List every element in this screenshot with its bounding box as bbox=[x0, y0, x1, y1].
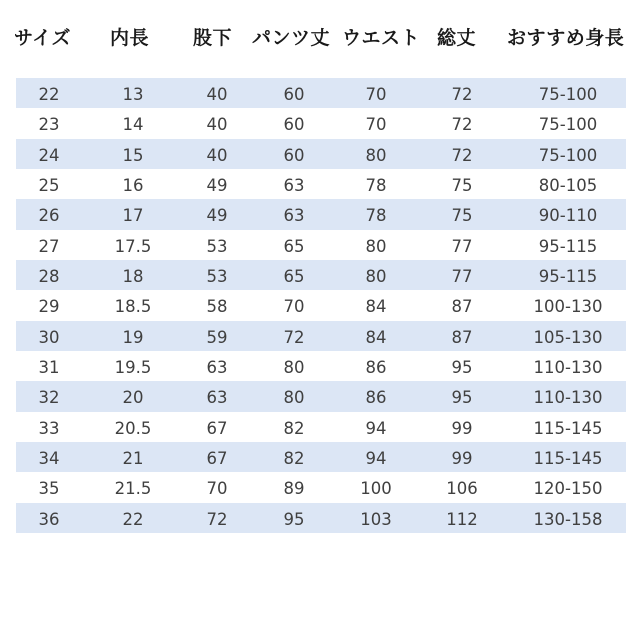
table-cell: 106 bbox=[446, 479, 478, 499]
table-row bbox=[16, 472, 626, 502]
table-row bbox=[16, 260, 626, 290]
table-cell: 82 bbox=[283, 418, 305, 438]
table-row bbox=[16, 351, 626, 381]
table-cell: 75-100 bbox=[538, 85, 598, 104]
table-cell: 95-115 bbox=[538, 236, 598, 256]
table-row bbox=[16, 139, 626, 169]
table-cell: 53 bbox=[206, 236, 228, 256]
table-row bbox=[16, 230, 626, 260]
table-cell: 100-130 bbox=[533, 297, 603, 317]
table-cell: 80-105 bbox=[538, 176, 598, 196]
table-row bbox=[16, 169, 626, 199]
size-table-header bbox=[0, 22, 640, 54]
table-cell: 23 bbox=[38, 115, 60, 135]
table-cell: 36 bbox=[38, 509, 60, 529]
table-cell: 25 bbox=[38, 176, 60, 196]
table-cell: 60 bbox=[283, 115, 305, 135]
table-cell: 77 bbox=[451, 267, 473, 287]
table-cell: 32 bbox=[38, 388, 60, 408]
table-cell: 72 bbox=[451, 85, 473, 104]
table-cell: 22 bbox=[38, 85, 60, 104]
size-table bbox=[16, 78, 626, 533]
table-cell: 67 bbox=[206, 418, 228, 438]
table-cell: 31 bbox=[38, 358, 60, 378]
table-cell: 63 bbox=[206, 388, 228, 408]
table-cell: 94 bbox=[365, 418, 387, 438]
table-cell: 63 bbox=[206, 358, 228, 378]
table-cell: 99 bbox=[451, 449, 473, 469]
table-cell: 90-110 bbox=[538, 206, 598, 226]
table-cell: 19.5 bbox=[114, 358, 152, 378]
table-cell: 22 bbox=[122, 509, 144, 529]
table-cell: 80 bbox=[365, 267, 387, 287]
table-cell: 86 bbox=[365, 358, 387, 378]
table-cell: 86 bbox=[365, 388, 387, 408]
table-cell: 70 bbox=[206, 479, 228, 499]
table-row bbox=[16, 442, 626, 472]
table-cell: 70 bbox=[365, 115, 387, 135]
table-row bbox=[16, 199, 626, 229]
table-cell: 21.5 bbox=[114, 479, 152, 499]
table-cell: 35 bbox=[38, 479, 60, 499]
table-cell: 59 bbox=[206, 327, 228, 347]
table-cell: 49 bbox=[206, 206, 228, 226]
table-cell: 80 bbox=[283, 388, 305, 408]
table-cell: 100 bbox=[360, 479, 392, 499]
table-cell: 77 bbox=[451, 236, 473, 256]
table-row bbox=[16, 412, 626, 442]
table-cell: 63 bbox=[283, 176, 305, 196]
header-recommended-height: おすすめ身長 bbox=[507, 27, 625, 49]
header-inner-length: 内長 bbox=[110, 27, 150, 49]
table-cell: 17.5 bbox=[114, 236, 152, 256]
table-cell: 67 bbox=[206, 449, 228, 469]
table-cell: 95 bbox=[283, 509, 305, 529]
table-cell: 87 bbox=[451, 327, 473, 347]
table-cell: 75-100 bbox=[538, 145, 598, 165]
table-cell: 87 bbox=[451, 297, 473, 317]
table-cell: 20.5 bbox=[114, 418, 152, 438]
table-cell: 80 bbox=[283, 358, 305, 378]
table-cell: 95-115 bbox=[538, 267, 598, 287]
table-cell: 99 bbox=[451, 418, 473, 438]
table-cell: 72 bbox=[206, 509, 228, 529]
table-cell: 95 bbox=[451, 388, 473, 408]
table-cell: 40 bbox=[206, 85, 228, 104]
table-cell: 53 bbox=[206, 267, 228, 287]
table-cell: 89 bbox=[283, 479, 305, 499]
table-cell: 115-145 bbox=[533, 449, 603, 469]
table-cell: 72 bbox=[283, 327, 305, 347]
table-cell: 21 bbox=[122, 449, 144, 469]
table-cell: 110-130 bbox=[533, 358, 603, 378]
table-cell: 30 bbox=[38, 327, 60, 347]
table-cell: 105-130 bbox=[533, 327, 603, 347]
table-cell: 15 bbox=[122, 145, 144, 165]
table-cell: 60 bbox=[283, 145, 305, 165]
table-row bbox=[16, 108, 626, 138]
table-cell: 18.5 bbox=[114, 297, 152, 317]
table-cell: 72 bbox=[451, 115, 473, 135]
table-cell: 33 bbox=[38, 418, 60, 438]
table-cell: 70 bbox=[365, 85, 387, 104]
table-cell: 60 bbox=[283, 85, 305, 104]
table-cell: 14 bbox=[122, 115, 144, 135]
table-cell: 13 bbox=[122, 85, 144, 104]
table-cell: 20 bbox=[122, 388, 144, 408]
header-inseam: 股下 bbox=[193, 27, 233, 49]
table-cell: 84 bbox=[365, 297, 387, 317]
table-cell: 103 bbox=[360, 509, 392, 529]
table-row bbox=[16, 321, 626, 351]
table-cell: 84 bbox=[365, 327, 387, 347]
table-cell: 40 bbox=[206, 115, 228, 135]
table-cell: 120-150 bbox=[533, 479, 603, 499]
table-cell: 130-158 bbox=[533, 509, 603, 529]
table-cell: 65 bbox=[283, 267, 305, 287]
table-cell: 16 bbox=[122, 176, 144, 196]
table-cell: 75 bbox=[451, 176, 473, 196]
table-cell: 18 bbox=[122, 267, 144, 287]
table-cell: 80 bbox=[365, 236, 387, 256]
table-cell: 94 bbox=[365, 449, 387, 469]
header-size: サイズ bbox=[14, 27, 71, 49]
table-cell: 78 bbox=[365, 176, 387, 196]
table-cell: 26 bbox=[38, 206, 60, 226]
header-pants-length: パンツ丈 bbox=[252, 27, 331, 49]
table-cell: 72 bbox=[451, 145, 473, 165]
table-row bbox=[16, 290, 626, 320]
header-total-length: 総丈 bbox=[437, 27, 477, 49]
table-row bbox=[16, 78, 626, 108]
table-cell: 19 bbox=[122, 327, 144, 347]
table-row bbox=[16, 381, 626, 411]
table-cell: 17 bbox=[122, 206, 144, 226]
table-cell: 63 bbox=[283, 206, 305, 226]
table-cell: 29 bbox=[38, 297, 60, 317]
table-cell: 95 bbox=[451, 358, 473, 378]
table-cell: 65 bbox=[283, 236, 305, 256]
table-cell: 112 bbox=[446, 509, 478, 529]
table-cell: 34 bbox=[38, 449, 60, 469]
table-cell: 40 bbox=[206, 145, 228, 165]
table-row bbox=[16, 503, 626, 533]
table-cell: 75 bbox=[451, 206, 473, 226]
table-cell: 49 bbox=[206, 176, 228, 196]
table-cell: 24 bbox=[38, 145, 60, 165]
table-cell: 78 bbox=[365, 206, 387, 226]
table-cell: 115-145 bbox=[533, 418, 603, 438]
table-cell: 75-100 bbox=[538, 115, 598, 135]
table-cell: 80 bbox=[365, 145, 387, 165]
table-cell: 58 bbox=[206, 297, 228, 317]
table-cell: 27 bbox=[38, 236, 60, 256]
header-waist: ウエスト bbox=[342, 27, 421, 49]
table-cell: 110-130 bbox=[533, 388, 603, 408]
table-cell: 28 bbox=[38, 267, 60, 287]
table-cell: 70 bbox=[283, 297, 305, 317]
table-cell: 82 bbox=[283, 449, 305, 469]
